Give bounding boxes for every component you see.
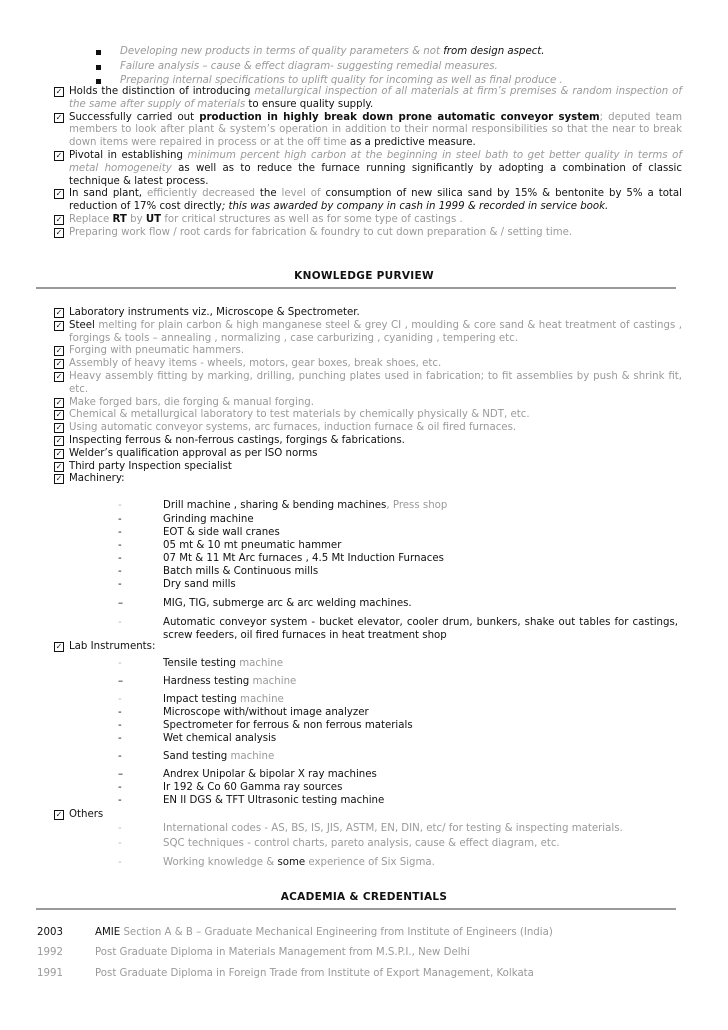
lab-instruments-section xyxy=(54,641,682,654)
knowledge-text: Heavy assembly fitting by marking, drilling, punching plates used in fabrication; to fit assemblies by push & shrink fit, etc. xyxy=(69,370,682,395)
machinery-item xyxy=(118,526,678,539)
knowledge-item xyxy=(54,358,682,371)
lab-text: machine xyxy=(252,676,297,687)
machinery-text: , Press shop xyxy=(386,500,448,511)
achievement-text: by xyxy=(126,213,146,225)
achievement-text: the xyxy=(254,188,282,200)
lab-instruments-label xyxy=(54,641,682,654)
achievement-highlight: metallurgical inspection of all materials at firm’s premises & random inspection of the same after supply of materials xyxy=(69,86,682,110)
machinery-text: Dry sand mills xyxy=(163,579,236,590)
lab-text: Impact testing xyxy=(163,694,241,705)
section-heading-academia: ACADEMIA & CREDENTIALS xyxy=(280,891,448,903)
others-item xyxy=(118,822,678,835)
dash-bullet: – xyxy=(118,769,124,780)
others-text: SQC techniques - control charts, pareto analysis, cause & effect diagram, etc. xyxy=(163,838,560,849)
lab-label-text: Lab Instruments: xyxy=(69,641,156,652)
dash-bullet: - xyxy=(118,720,122,731)
academia-year: 1992 xyxy=(37,947,63,958)
sub-bullet-item xyxy=(96,60,696,75)
knowledge-text: Welder’s qualification approval as per ISO norms xyxy=(69,447,318,459)
dash-bullet: - xyxy=(118,795,122,806)
dash-bullet: - xyxy=(118,500,122,511)
achievement-text: In sand plant, xyxy=(69,188,147,200)
achievement-highlight: level of xyxy=(281,188,321,200)
others-text: experience of Six Sigma. xyxy=(305,857,435,868)
machinery-item xyxy=(118,499,678,512)
dash-bullet: – xyxy=(118,598,124,609)
knowledge-item xyxy=(54,422,682,435)
achievement-text: as a predictive measure. xyxy=(346,137,476,149)
dash-bullet: - xyxy=(118,658,122,669)
dash-bullet: - xyxy=(118,553,122,564)
checkbox-icon: ✓ xyxy=(55,461,63,471)
knowledge-text: Using automatic conveyor systems, arc furnaces, induction furnace & oil fired furnaces. xyxy=(69,422,517,434)
dash-bullet: - xyxy=(118,838,122,849)
achievement-text: to ensure quality supply. xyxy=(245,98,374,110)
others-label xyxy=(54,809,682,822)
achievement-highlight: production in highly break down prone automatic conveyor system xyxy=(199,111,600,123)
checkbox-icon: ✓ xyxy=(55,642,63,651)
lab-text: EN II DGS & TFT Ultrasonic testing machine xyxy=(163,795,385,806)
lab-text: Sand testing xyxy=(163,751,231,762)
machinery-text: EOT & side wall cranes xyxy=(163,527,280,538)
lab-text: Tensile testing xyxy=(163,658,240,669)
others-list xyxy=(118,822,678,869)
achievement-item xyxy=(54,188,682,214)
achievement-list xyxy=(54,86,682,240)
knowledge-item xyxy=(54,307,682,320)
knowledge-item xyxy=(54,397,682,410)
checkbox-icon: ✓ xyxy=(55,423,63,433)
lab-item xyxy=(118,768,678,781)
achievement-highlight: minimum percent high carbon at the beginning in steel bath to get better quality in terms of metal homogeneity xyxy=(69,149,682,174)
knowledge-item xyxy=(54,461,682,474)
knowledge-text: Chemical & metallurgical laboratory to test materials by chemically physically & NDT, etc. xyxy=(69,409,530,421)
machinery-text: MIG, TIG, submerge arc & arc welding machines. xyxy=(163,598,412,609)
machinery-item xyxy=(118,539,678,552)
checkbox-icon: ✓ xyxy=(55,448,63,458)
academia-text: AMIE xyxy=(95,927,124,938)
lab-item xyxy=(118,719,678,732)
knowledge-text: Assembly of heavy items - wheels, motors, gear boxes, break shoes, etc. xyxy=(69,358,442,370)
achievement-item xyxy=(54,214,682,227)
machinery-item xyxy=(118,578,678,591)
achievement-text: ; this was awarded by company in cash in 1999 & recorded in service book. xyxy=(221,201,609,213)
achievement-text: Preparing work flow / root cards for fabrication & foundry to cut down preparation & / setting time. xyxy=(69,226,573,238)
sub-bullet-text: from design aspect. xyxy=(443,46,545,57)
academia-year: 1991 xyxy=(37,968,63,979)
lab-item xyxy=(118,781,678,794)
achievement-highlight: RT xyxy=(112,213,127,225)
checkbox-icon: ✓ xyxy=(55,810,63,819)
knowledge-item xyxy=(54,448,682,461)
knowledge-item xyxy=(54,371,682,397)
dash-bullet: - xyxy=(118,514,122,525)
checkbox-icon: ✓ xyxy=(55,410,63,420)
knowledge-text: Third party Inspection specialist xyxy=(69,460,232,472)
knowledge-item xyxy=(54,435,682,448)
achievement-highlight: efficiently decreased xyxy=(147,188,255,200)
checkbox-icon: ✓ xyxy=(55,214,63,224)
knowledge-text: Machinery: xyxy=(69,473,125,485)
knowledge-list xyxy=(54,307,682,486)
achievement-text: as well as to reduce the furnace running significantly by adopting a combination of classic technique & latest process. xyxy=(69,162,682,187)
academia-year: 2003 xyxy=(37,927,63,938)
lab-text: Wet chemical analysis xyxy=(163,733,277,744)
square-bullet-icon xyxy=(96,79,101,84)
achievement-text: for critical structures as well as for some type of castings . xyxy=(161,213,463,225)
checkbox-icon: ✓ xyxy=(55,87,63,96)
academia-text: Post Graduate Diploma in Foreign Trade from Institute of Export Management, Kolkata xyxy=(95,968,534,979)
machinery-item xyxy=(118,513,678,526)
others-label-text: Others xyxy=(69,809,104,820)
machinery-item xyxy=(118,597,678,610)
lab-item xyxy=(118,750,678,763)
academia-row xyxy=(37,926,697,940)
lab-item xyxy=(118,675,678,688)
others-text: International codes - AS, BS, IS, JIS, ASTM, EN, DIN, etc/ for testing & inspecting materials. xyxy=(163,823,623,834)
achievement-item xyxy=(54,112,682,150)
achievement-text: Successfully carried out xyxy=(69,111,200,123)
checkbox-icon: ✓ xyxy=(55,112,63,122)
checkbox-icon: ✓ xyxy=(55,320,63,330)
achievement-item xyxy=(54,150,682,188)
checkbox-icon: ✓ xyxy=(55,308,63,317)
machinery-text: 07 Mt & 11 Mt Arc furnaces , 4.5 Mt Induction Furnaces xyxy=(163,553,444,564)
lab-text: machine xyxy=(230,751,275,762)
academia-row xyxy=(37,946,697,960)
others-text: some xyxy=(277,857,306,868)
checkbox-icon: ✓ xyxy=(55,435,63,445)
dash-bullet: - xyxy=(118,823,122,834)
machinery-list xyxy=(118,499,678,642)
dash-bullet: - xyxy=(118,579,122,590)
knowledge-item xyxy=(54,473,682,486)
lab-instruments-list xyxy=(118,657,678,807)
checkbox-icon: ✓ xyxy=(55,474,63,484)
lab-text: Microscope with/without image analyzer xyxy=(163,707,369,718)
sub-bullet-text: Developing new products in terms of quality parameters & not xyxy=(120,46,444,57)
checkbox-icon: ✓ xyxy=(55,346,63,356)
dash-bullet: - xyxy=(118,527,122,538)
knowledge-text: Make forged bars, die forging & manual forging. xyxy=(69,396,314,408)
sub-bullet-text: Preparing internal specifications to uplift quality for incoming as well as final produce . xyxy=(120,75,563,86)
lab-text: Ir 192 & Co 60 Gamma ray sources xyxy=(163,782,343,793)
achievement-text: consumption of new silica sand by 15% & bentonite by 5% a total reduction of 17% cost directly xyxy=(69,188,683,213)
achievement-item xyxy=(54,86,682,112)
achievement-highlight: UT xyxy=(145,213,162,225)
academia-text: Post Graduate Diploma in Materials Management from M.S.P.I., New Delhi xyxy=(95,947,470,958)
knowledge-text: Steel xyxy=(69,319,99,331)
machinery-text: 05 mt & 10 mt pneumatic hammer xyxy=(163,540,342,551)
dash-bullet: - xyxy=(118,733,122,744)
square-bullet-icon xyxy=(96,65,101,70)
academia-text: Section A & B – Graduate Mechanical Engineering from Institute of Engineers (India) xyxy=(123,927,553,938)
knowledge-text: melting for plain carbon & high manganese steel & grey CI , moulding & core sand & heat treatment of castings , forgings & tools – annealing , normalizing , case carburizing , cyaniding , tempering etc. xyxy=(69,319,682,344)
dash-bullet: - xyxy=(118,566,122,577)
section-divider xyxy=(36,287,676,289)
dash-bullet: - xyxy=(118,707,122,718)
sub-bullet-text: Failure analysis – cause & effect diagram- suggesting remedial measures. xyxy=(120,60,498,72)
lab-item xyxy=(118,693,678,706)
knowledge-item xyxy=(54,345,682,358)
sub-bullet-item xyxy=(96,45,696,60)
section-divider xyxy=(36,908,676,910)
achievement-text: Pivotal in establishing xyxy=(69,149,188,161)
section-heading-knowledge: KNOWLEDGE PURVIEW xyxy=(294,270,434,282)
checkbox-icon: ✓ xyxy=(55,150,63,160)
checkbox-icon: ✓ xyxy=(55,397,63,407)
machinery-text: Automatic conveyor system - bucket elevator, cooler drum, bunkers, shake out tables for castings, screw feeders, oil fired furnaces in heat treatment shop xyxy=(163,617,678,641)
sub-bullet-list xyxy=(96,45,696,89)
checkbox-icon: ✓ xyxy=(55,359,63,369)
knowledge-text: Laboratory instruments viz., Microscope & Spectrometer. xyxy=(69,307,360,318)
machinery-text: Batch mills & Continuous mills xyxy=(163,566,319,577)
lab-item xyxy=(118,706,678,719)
lab-text: Hardness testing xyxy=(163,676,253,687)
lab-text: Spectrometer for ferrous & non ferrous materials xyxy=(163,720,413,731)
dash-bullet: - xyxy=(118,540,122,551)
checkbox-icon: ✓ xyxy=(55,371,63,381)
machinery-text: Drill machine , sharing & bending machines xyxy=(163,500,387,511)
others-item xyxy=(118,837,678,850)
achievement-text: Replace xyxy=(69,213,113,225)
knowledge-text: Forging with pneumatic hammers. xyxy=(69,345,245,357)
achievement-text: Holds the distinction of introducing xyxy=(69,86,255,97)
checkbox-icon: ✓ xyxy=(55,227,63,237)
dash-bullet: - xyxy=(118,617,122,628)
checkbox-icon: ✓ xyxy=(55,189,63,199)
others-item xyxy=(118,856,678,869)
dash-bullet: – xyxy=(118,676,124,687)
lab-item xyxy=(118,657,678,670)
machinery-item xyxy=(118,552,678,565)
lab-item xyxy=(118,794,678,807)
knowledge-text: Inspecting ferrous & non-ferrous castings, forgings & fabrications. xyxy=(69,434,405,446)
lab-item xyxy=(118,732,678,745)
machinery-item xyxy=(118,565,678,578)
achievement-text: ; deputed team members to look after plant & system’s operation in addition to their normal responsibilities so that the near to break down items were repaired in process or at the off time xyxy=(69,111,682,149)
academia-row xyxy=(37,967,697,981)
machinery-text: Grinding machine xyxy=(163,514,254,525)
dash-bullet: - xyxy=(118,751,122,762)
knowledge-item xyxy=(54,320,682,346)
others-section xyxy=(54,809,682,822)
machinery-item xyxy=(118,616,678,642)
square-bullet-icon xyxy=(96,50,101,55)
knowledge-item xyxy=(54,409,682,422)
lab-text: Andrex Unipolar & bipolar X ray machines xyxy=(163,769,377,780)
lab-text: machine xyxy=(239,658,284,669)
dash-bullet: - xyxy=(118,782,122,793)
dash-bullet: - xyxy=(118,857,122,868)
lab-text: machine xyxy=(240,694,284,705)
others-text: Working knowledge & xyxy=(163,857,278,868)
achievement-item xyxy=(54,227,682,240)
dash-bullet: - xyxy=(118,694,122,705)
